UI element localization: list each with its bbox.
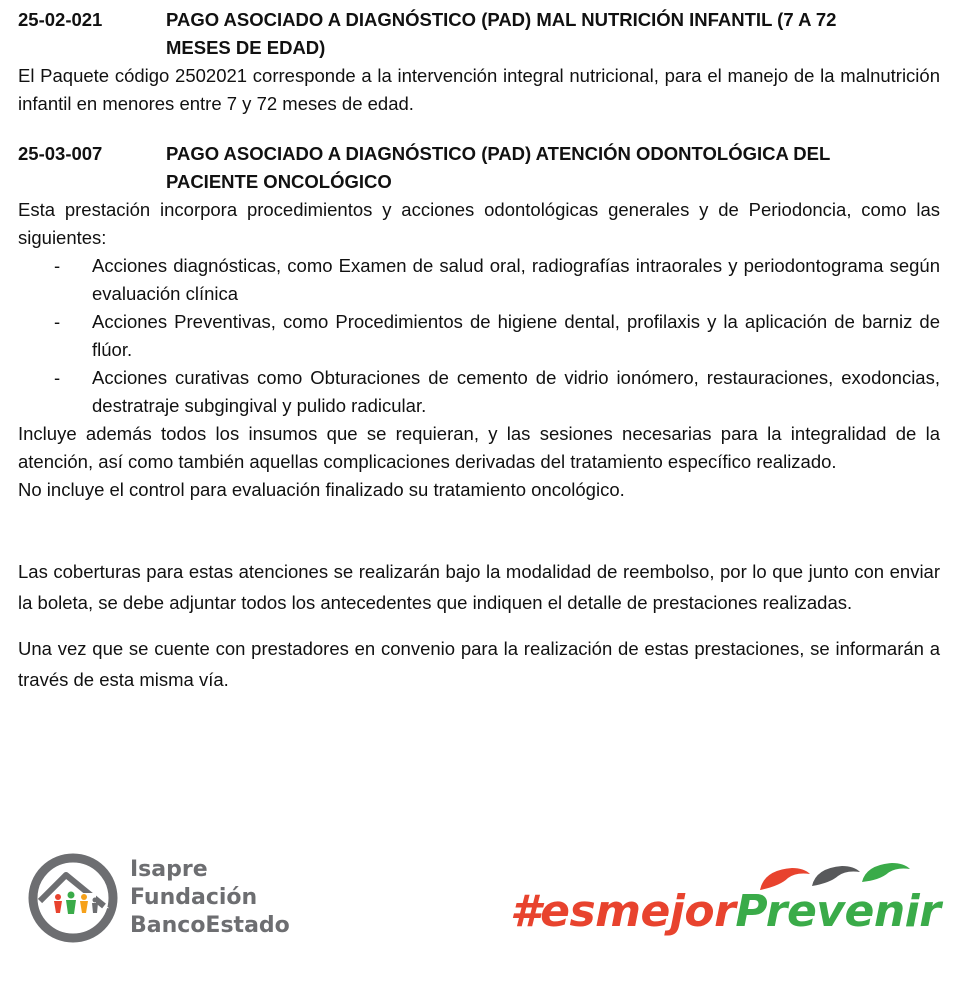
list-item — [18, 252, 940, 308]
section-intro: Esta prestación incorpora procedimientos y acciones odontológicas generales y de Periodoncia, como las siguientes: — [18, 199, 940, 248]
bullet-dash: - — [54, 311, 61, 332]
list-item-text: Acciones Preventivas, como Procedimientos de higiene dental, profilaxis y la aplicación de barniz de flúor. — [92, 311, 940, 360]
section-title-line-2: MESES DE EDAD) — [166, 37, 326, 58]
isapre-logo-line-3: BancoEstado — [130, 913, 290, 938]
document-body — [18, 6, 940, 695]
list-item — [18, 364, 940, 420]
hashtag-part-2: Prevenir — [735, 886, 941, 937]
isapre-emblem-icon — [26, 851, 122, 946]
section-description: El Paquete código 2502021 corresponde a la intervención integral nutricional, para el manejo de la malnutrición infantil en menores entre 7 y 72 meses de edad. — [18, 65, 940, 114]
isapre-fundacion-logo — [26, 851, 326, 946]
list-item — [18, 308, 940, 364]
section-25-03-007 — [18, 140, 940, 504]
includes-paragraph: Incluye además todos los insumos que se requieran, y las sesiones necesarias para la integralidad de la atención, así como también aquellas complicaciones derivadas del tratamiento específico realizado. — [18, 423, 940, 472]
section-title — [166, 140, 940, 196]
isapre-logo-line-1: Isapre — [130, 857, 208, 882]
excludes-paragraph: No incluye el control para evaluación finalizado su tratamiento oncológico. — [18, 479, 625, 500]
bullet-dash: - — [54, 255, 61, 276]
hashtag-part-1: #esmejor — [510, 886, 736, 937]
section-title-line-1: PAGO ASOCIADO A DIAGNÓSTICO (PAD) MAL NUTRICIÓN INFANTIL (7 A 72 — [166, 9, 837, 30]
isapre-logo-text — [130, 856, 290, 940]
isapre-logo-line-2: Fundación — [130, 885, 258, 910]
bullet-dash: - — [54, 367, 61, 388]
section-title-line-2: PACIENTE ONCOLÓGICO — [166, 171, 392, 192]
section-25-02-021 — [18, 6, 940, 118]
list-item-text: Acciones curativas como Obturaciones de cemento de vidrio ionómero, restauraciones, exodoncias, destratraje subgingival y pulido radicular. — [92, 367, 940, 416]
section-code: 25-03-007 — [18, 143, 103, 164]
providers-paragraph: Una vez que se cuente con prestadores en convenio para la realización de estas prestaciones, se informarán a través de esta misma vía. — [18, 638, 940, 690]
section-title-line-1: PAGO ASOCIADO A DIAGNÓSTICO (PAD) ATENCIÓN ODONTOLÓGICA DEL — [166, 143, 831, 164]
section-code: 25-02-021 — [18, 9, 103, 30]
actions-list — [18, 252, 940, 420]
section-heading — [18, 140, 940, 196]
coverage-paragraph: Las coberturas para estas atenciones se realizarán bajo la modalidad de reembolso, por lo que junto con enviar la boleta, se debe adjuntar todos los antecedentes que indiquen el detalle de prestaciones realizadas. — [18, 561, 940, 613]
section-heading — [18, 6, 940, 62]
list-item-text: Acciones diagnósticas, como Examen de salud oral, radiografías intraorales y periodontograma según evaluación clínica — [92, 255, 940, 304]
hashtag-text — [510, 886, 940, 938]
esmejorprevenir-logo — [510, 860, 941, 945]
section-title — [166, 6, 940, 62]
